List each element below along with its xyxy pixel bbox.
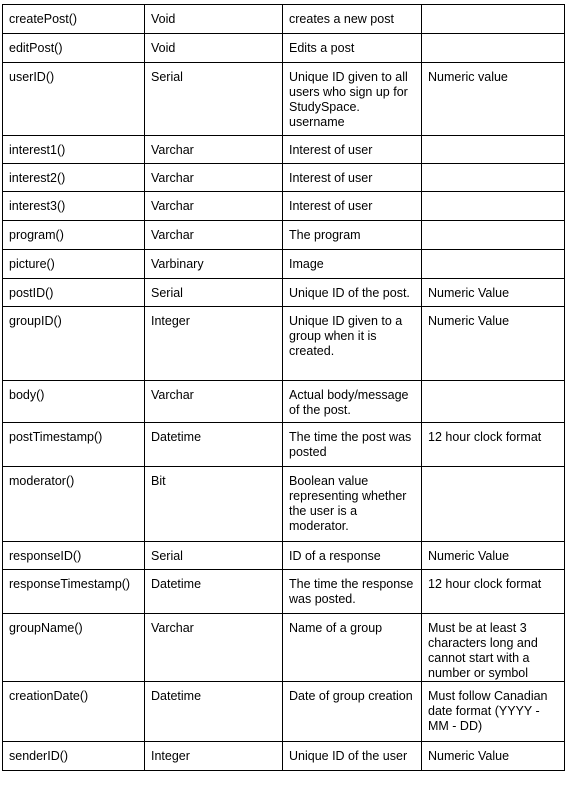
cell-type: Bit [145, 467, 283, 542]
cell-notes: Numeric Value [422, 307, 565, 381]
cell-type: Varbinary [145, 250, 283, 279]
table-row [3, 742, 565, 771]
cell-description: The time the response was posted. [283, 570, 422, 614]
table-row [3, 467, 565, 542]
cell-notes [422, 192, 565, 221]
cell-type: Void [145, 34, 283, 63]
cell-type: Integer [145, 307, 283, 381]
table-row [3, 34, 565, 63]
table-row [3, 136, 565, 164]
cell-notes: Must be at least 3 characters long and cannot start with a number or symbol [422, 614, 565, 682]
cell-name: responseTimestamp() [3, 570, 145, 614]
cell-description: Boolean value representing whether the user is a moderator. [283, 467, 422, 542]
cell-name: interest1() [3, 136, 145, 164]
cell-name: interest2() [3, 164, 145, 192]
cell-description: Interest of user [283, 164, 422, 192]
cell-description: Unique ID of the user [283, 742, 422, 771]
table-row [3, 614, 565, 682]
table-row [3, 423, 565, 467]
cell-description: The time the post was posted [283, 423, 422, 467]
cell-type: Varchar [145, 164, 283, 192]
cell-name: postID() [3, 279, 145, 307]
cell-description: Image [283, 250, 422, 279]
cell-name: createPost() [3, 5, 145, 34]
table-body [3, 5, 565, 771]
data-dictionary-table [2, 4, 565, 771]
cell-notes: 12 hour clock format [422, 423, 565, 467]
cell-description: Interest of user [283, 136, 422, 164]
cell-description: Name of a group [283, 614, 422, 682]
cell-type: Serial [145, 542, 283, 570]
cell-notes [422, 381, 565, 423]
cell-notes [422, 221, 565, 250]
cell-type: Varchar [145, 614, 283, 682]
cell-notes [422, 467, 565, 542]
cell-name: editPost() [3, 34, 145, 63]
cell-description: The program [283, 221, 422, 250]
cell-name: groupName() [3, 614, 145, 682]
cell-notes: 12 hour clock format [422, 570, 565, 614]
cell-notes [422, 250, 565, 279]
cell-name: userID() [3, 63, 145, 136]
table-row [3, 279, 565, 307]
cell-type: Serial [145, 63, 283, 136]
cell-name: picture() [3, 250, 145, 279]
table-row [3, 63, 565, 136]
cell-type: Void [145, 5, 283, 34]
cell-name: interest3() [3, 192, 145, 221]
cell-description: Actual body/message of the post. [283, 381, 422, 423]
cell-notes: Numeric Value [422, 742, 565, 771]
data-dictionary [2, 4, 565, 771]
cell-type: Varchar [145, 136, 283, 164]
cell-name: groupID() [3, 307, 145, 381]
cell-notes [422, 164, 565, 192]
cell-description: Date of group creation [283, 682, 422, 742]
table-row [3, 5, 565, 34]
table-row [3, 542, 565, 570]
cell-type: Datetime [145, 570, 283, 614]
cell-name: body() [3, 381, 145, 423]
cell-type: Varchar [145, 192, 283, 221]
cell-type: Varchar [145, 221, 283, 250]
cell-description: Interest of user [283, 192, 422, 221]
cell-description: Unique ID given to all users who sign up for StudySpace. username [283, 63, 422, 136]
cell-description: ID of a response [283, 542, 422, 570]
cell-type: Integer [145, 742, 283, 771]
cell-name: program() [3, 221, 145, 250]
table-row [3, 381, 565, 423]
table-row [3, 192, 565, 221]
cell-name: postTimestamp() [3, 423, 145, 467]
cell-type: Datetime [145, 682, 283, 742]
table-row [3, 570, 565, 614]
cell-notes: Numeric Value [422, 542, 565, 570]
cell-notes: Numeric value [422, 63, 565, 136]
cell-type: Varchar [145, 381, 283, 423]
cell-type: Datetime [145, 423, 283, 467]
cell-description: Edits a post [283, 34, 422, 63]
cell-name: creationDate() [3, 682, 145, 742]
cell-description: Unique ID of the post. [283, 279, 422, 307]
cell-notes [422, 136, 565, 164]
cell-notes [422, 5, 565, 34]
cell-notes: Numeric Value [422, 279, 565, 307]
cell-notes: Must follow Canadian date format (YYYY - MM - DD) [422, 682, 565, 742]
cell-type: Serial [145, 279, 283, 307]
cell-description: Unique ID given to a group when it is created. [283, 307, 422, 381]
table-row [3, 307, 565, 381]
cell-description: creates a new post [283, 5, 422, 34]
cell-name: responseID() [3, 542, 145, 570]
table-row [3, 682, 565, 742]
table-row [3, 250, 565, 279]
cell-name: moderator() [3, 467, 145, 542]
cell-name: senderID() [3, 742, 145, 771]
cell-notes [422, 34, 565, 63]
table-row [3, 164, 565, 192]
table-row [3, 221, 565, 250]
